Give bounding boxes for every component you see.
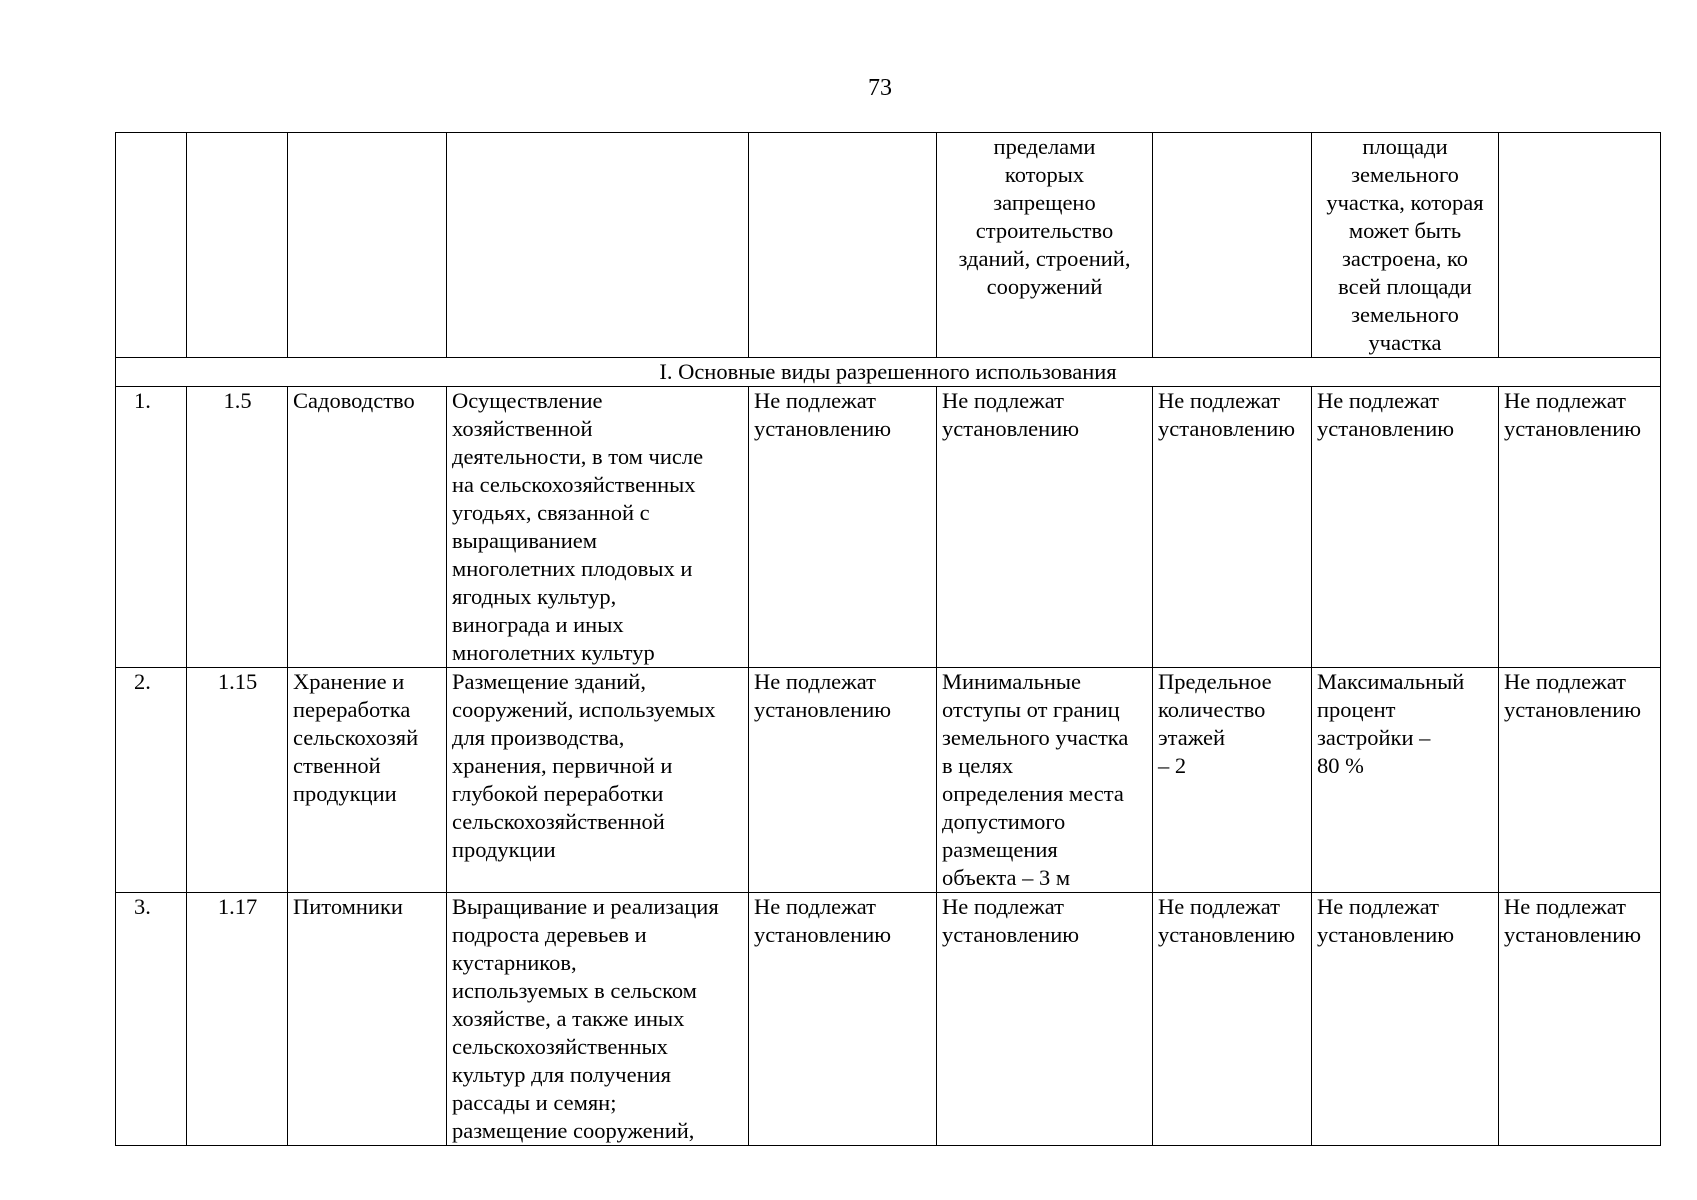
use-description: Размещение зданий, сооружений, используемых для производства, хранения, первичной и глубокой переработки сельскохозяйственной продукции <box>447 668 749 893</box>
table-cell: Предельное количество этажей – 2 <box>1153 668 1312 893</box>
row-number: 3. <box>116 893 187 1146</box>
table-cell: Не подлежат установлению <box>1499 387 1661 668</box>
header-cell <box>288 133 447 358</box>
header-cell <box>447 133 749 358</box>
section-title: I. Основные виды разрешенного использования <box>116 358 1661 387</box>
table-cell: Не подлежат установлению <box>937 387 1153 668</box>
header-cell <box>187 133 288 358</box>
table-cell: Не подлежат установлению <box>1499 668 1661 893</box>
table-cell: Минимальные отступы от границ земельного участка в целях определения места допустимого размещения объекта – 3 м <box>937 668 1153 893</box>
table-cell: Не подлежат установлению <box>749 668 937 893</box>
use-description: Выращивание и реализация подроста деревьев и кустарников, используемых в сельском хозяйстве, а также иных сельскохозяйственных культур для получения рассады и семян; размещение сооружений, <box>447 893 749 1146</box>
section-row <box>116 358 1661 387</box>
land-use-table <box>115 132 1661 1146</box>
header-cell <box>116 133 187 358</box>
use-description: Осуществление хозяйственной деятельности, в том числе на сельскохозяйственных угодьях, связанной с выращиванием многолетних плодовых и ягодных культур, винограда и иных многолетних культур <box>447 387 749 668</box>
table-cell: Не подлежат установлению <box>749 387 937 668</box>
table-row <box>116 893 1661 1146</box>
header-cell <box>1153 133 1312 358</box>
table-cell: Не подлежат установлению <box>749 893 937 1146</box>
use-name: Садоводство <box>288 387 447 668</box>
header-cell <box>749 133 937 358</box>
row-number: 2. <box>116 668 187 893</box>
use-code: 1.15 <box>187 668 288 893</box>
header-cell-setback: пределами которых запрещено строительство зданий, строений, сооружений <box>937 133 1153 358</box>
use-code: 1.5 <box>187 387 288 668</box>
table-row <box>116 668 1661 893</box>
table-cell: Не подлежат установлению <box>1153 893 1312 1146</box>
table-cell: Не подлежат установлению <box>1312 893 1499 1146</box>
table-cell: Максимальный процент застройки – 80 % <box>1312 668 1499 893</box>
use-code: 1.17 <box>187 893 288 1146</box>
table-cell: Не подлежат установлению <box>937 893 1153 1146</box>
table-cell: Не подлежат установлению <box>1499 893 1661 1146</box>
header-continuation-row <box>116 133 1661 358</box>
use-name: Питомники <box>288 893 447 1146</box>
header-cell-coverage: площади земельного участка, которая может быть застроена, ко всей площади земельного участка <box>1312 133 1499 358</box>
use-name: Хранение и переработка сельскохозяй ственной продукции <box>288 668 447 893</box>
table-cell: Не подлежат установлению <box>1153 387 1312 668</box>
page-number: 73 <box>868 75 892 101</box>
table-cell: Не подлежат установлению <box>1312 387 1499 668</box>
header-cell <box>1499 133 1661 358</box>
table-row <box>116 387 1661 668</box>
row-number: 1. <box>116 387 187 668</box>
